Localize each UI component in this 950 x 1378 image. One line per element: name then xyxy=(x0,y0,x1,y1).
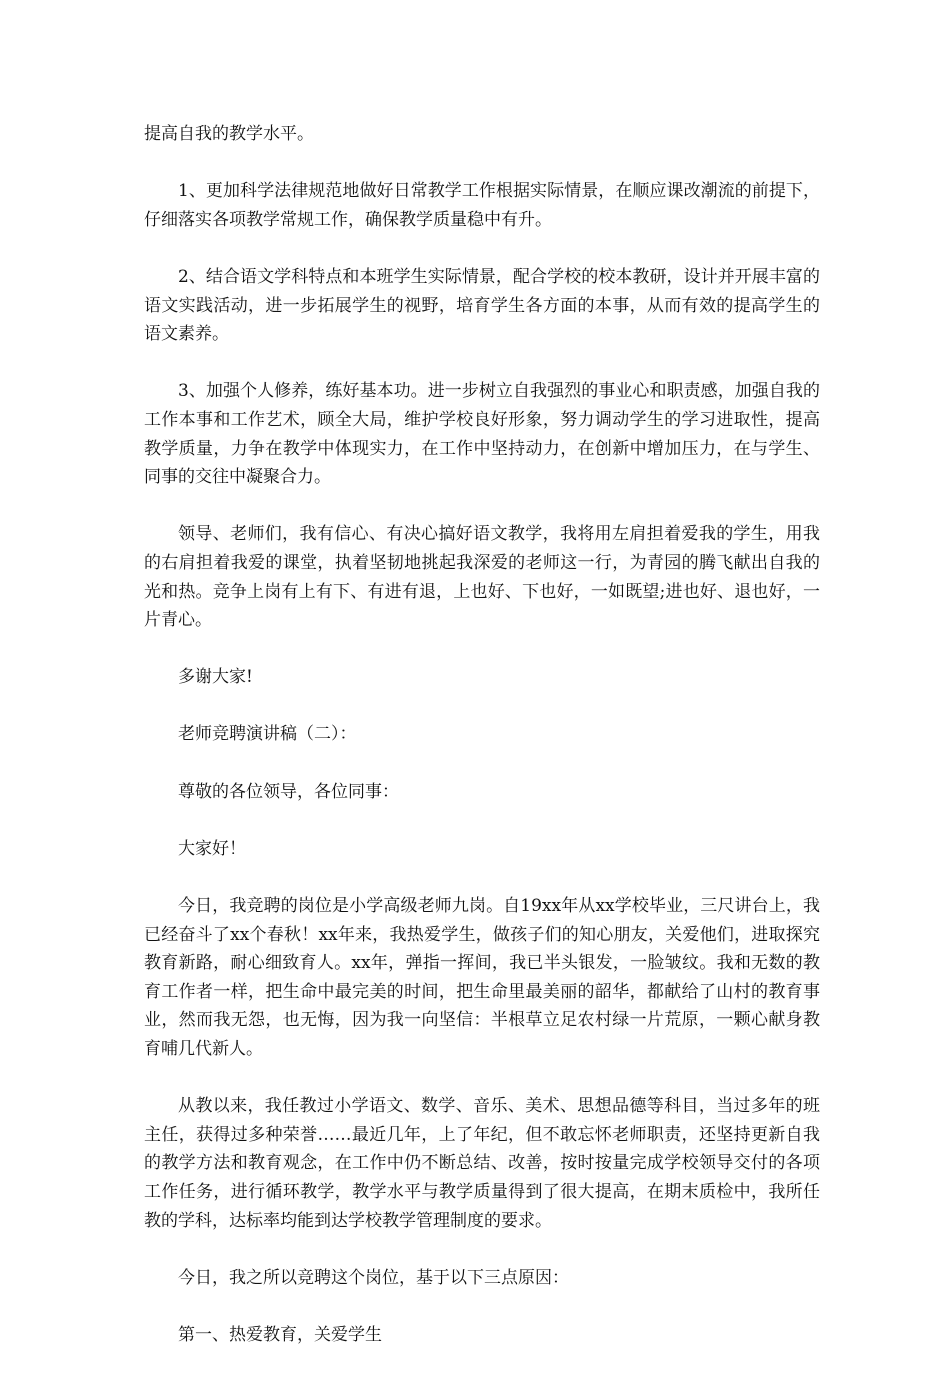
paragraph-introduction: 今日，我竞聘的岗位是小学高级老师九岗。自19xx年从xx学校毕业，三尺讲台上，我已经奋斗了xx个春秋！xx年来，我热爱学生，做孩子们的知心朋友，关爱他们，进取探究教育新路，耐心细致育人。xx年，弹指一挥间，我已半头银发，一脸皱纹。我和无数的教育工作者一样，把生命中最完美的时间，把生命里最美丽的韶华，都献给了山村的教育事业，然而我无怨，也无悔，因为我一向坚信：半根草立足农村绿一片荒原，一颗心献身教育哺几代新人。 xyxy=(144,896,820,1059)
section-title: 老师竞聘演讲稿（二）： xyxy=(178,724,357,745)
salutation: 尊敬的各位领导，各位同事： xyxy=(178,781,399,802)
paragraph-item-3: 3、加强个人修养，练好基本功。进一步树立自我强烈的事业心和职责感，加强自我的工作本事和工作艺术，顾全大局，维护学校良好形象，努力调动学生的学习进取性，提高教学质量，力争在教学中体现实力，在工作中坚持动力，在创新中增加压力，在与学生、同事的交往中凝聚合力。 xyxy=(144,381,820,488)
paragraph-experience: 从教以来，我任教过小学语文、数学、音乐、美术、思想品德等科目，当过多年的班主任，获得过多种荣誉……最近几年，上了年纪，但不敢忘怀老师职责，还坚持更新自我的教学方法和教育观念，在工作中仍不断总结、改善，按时按量完成学校领导交付的各项工作任务，进行循环教学，教学水平与教学质量得到了很大提高，在期末质检中，我所任教的学科，达标率均能到达学校教学管理制度的要求。 xyxy=(144,1096,820,1231)
paragraph-item-2: 2、结合语文学科特点和本班学生实际情景，配合学校的校本教研，设计并开展丰富的语文实践活动，进一步拓展学生的视野，培育学生各方面的本事，从而有效的提高学生的语文素养。 xyxy=(144,266,820,345)
paragraph-thanks: 多谢大家! xyxy=(178,667,253,688)
paragraph-item-1: 1、更加科学法律规范地做好日常教学工作根据实际情景，在顺应课改潮流的前提下，仔细落实各项教学常规工作，确保教学质量稳中有升。 xyxy=(144,181,820,230)
document-body xyxy=(144,120,820,1378)
paragraph-reasons: 今日，我之所以竞聘这个岗位，基于以下三点原因： xyxy=(178,1267,569,1288)
paragraph-closing-pledge: 领导、老师们，我有信心、有决心搞好语文教学，我将用左肩担着爱我的学生，用我的右肩担着我爱的课堂，执着坚韧地挑起我深爱的老师这一行，为青园的腾飞献出自我的光和热。竞争上岗有上有下、有进有退，上也好、下也好，一如既望;进也好、退也好，一片青心。 xyxy=(144,524,820,631)
reason-heading-1: 第一、热爱教育，关爱学生 xyxy=(178,1324,382,1345)
paragraph-continuation: 提高自我的教学水平。 xyxy=(144,124,314,144)
greeting: 大家好！ xyxy=(178,838,246,859)
